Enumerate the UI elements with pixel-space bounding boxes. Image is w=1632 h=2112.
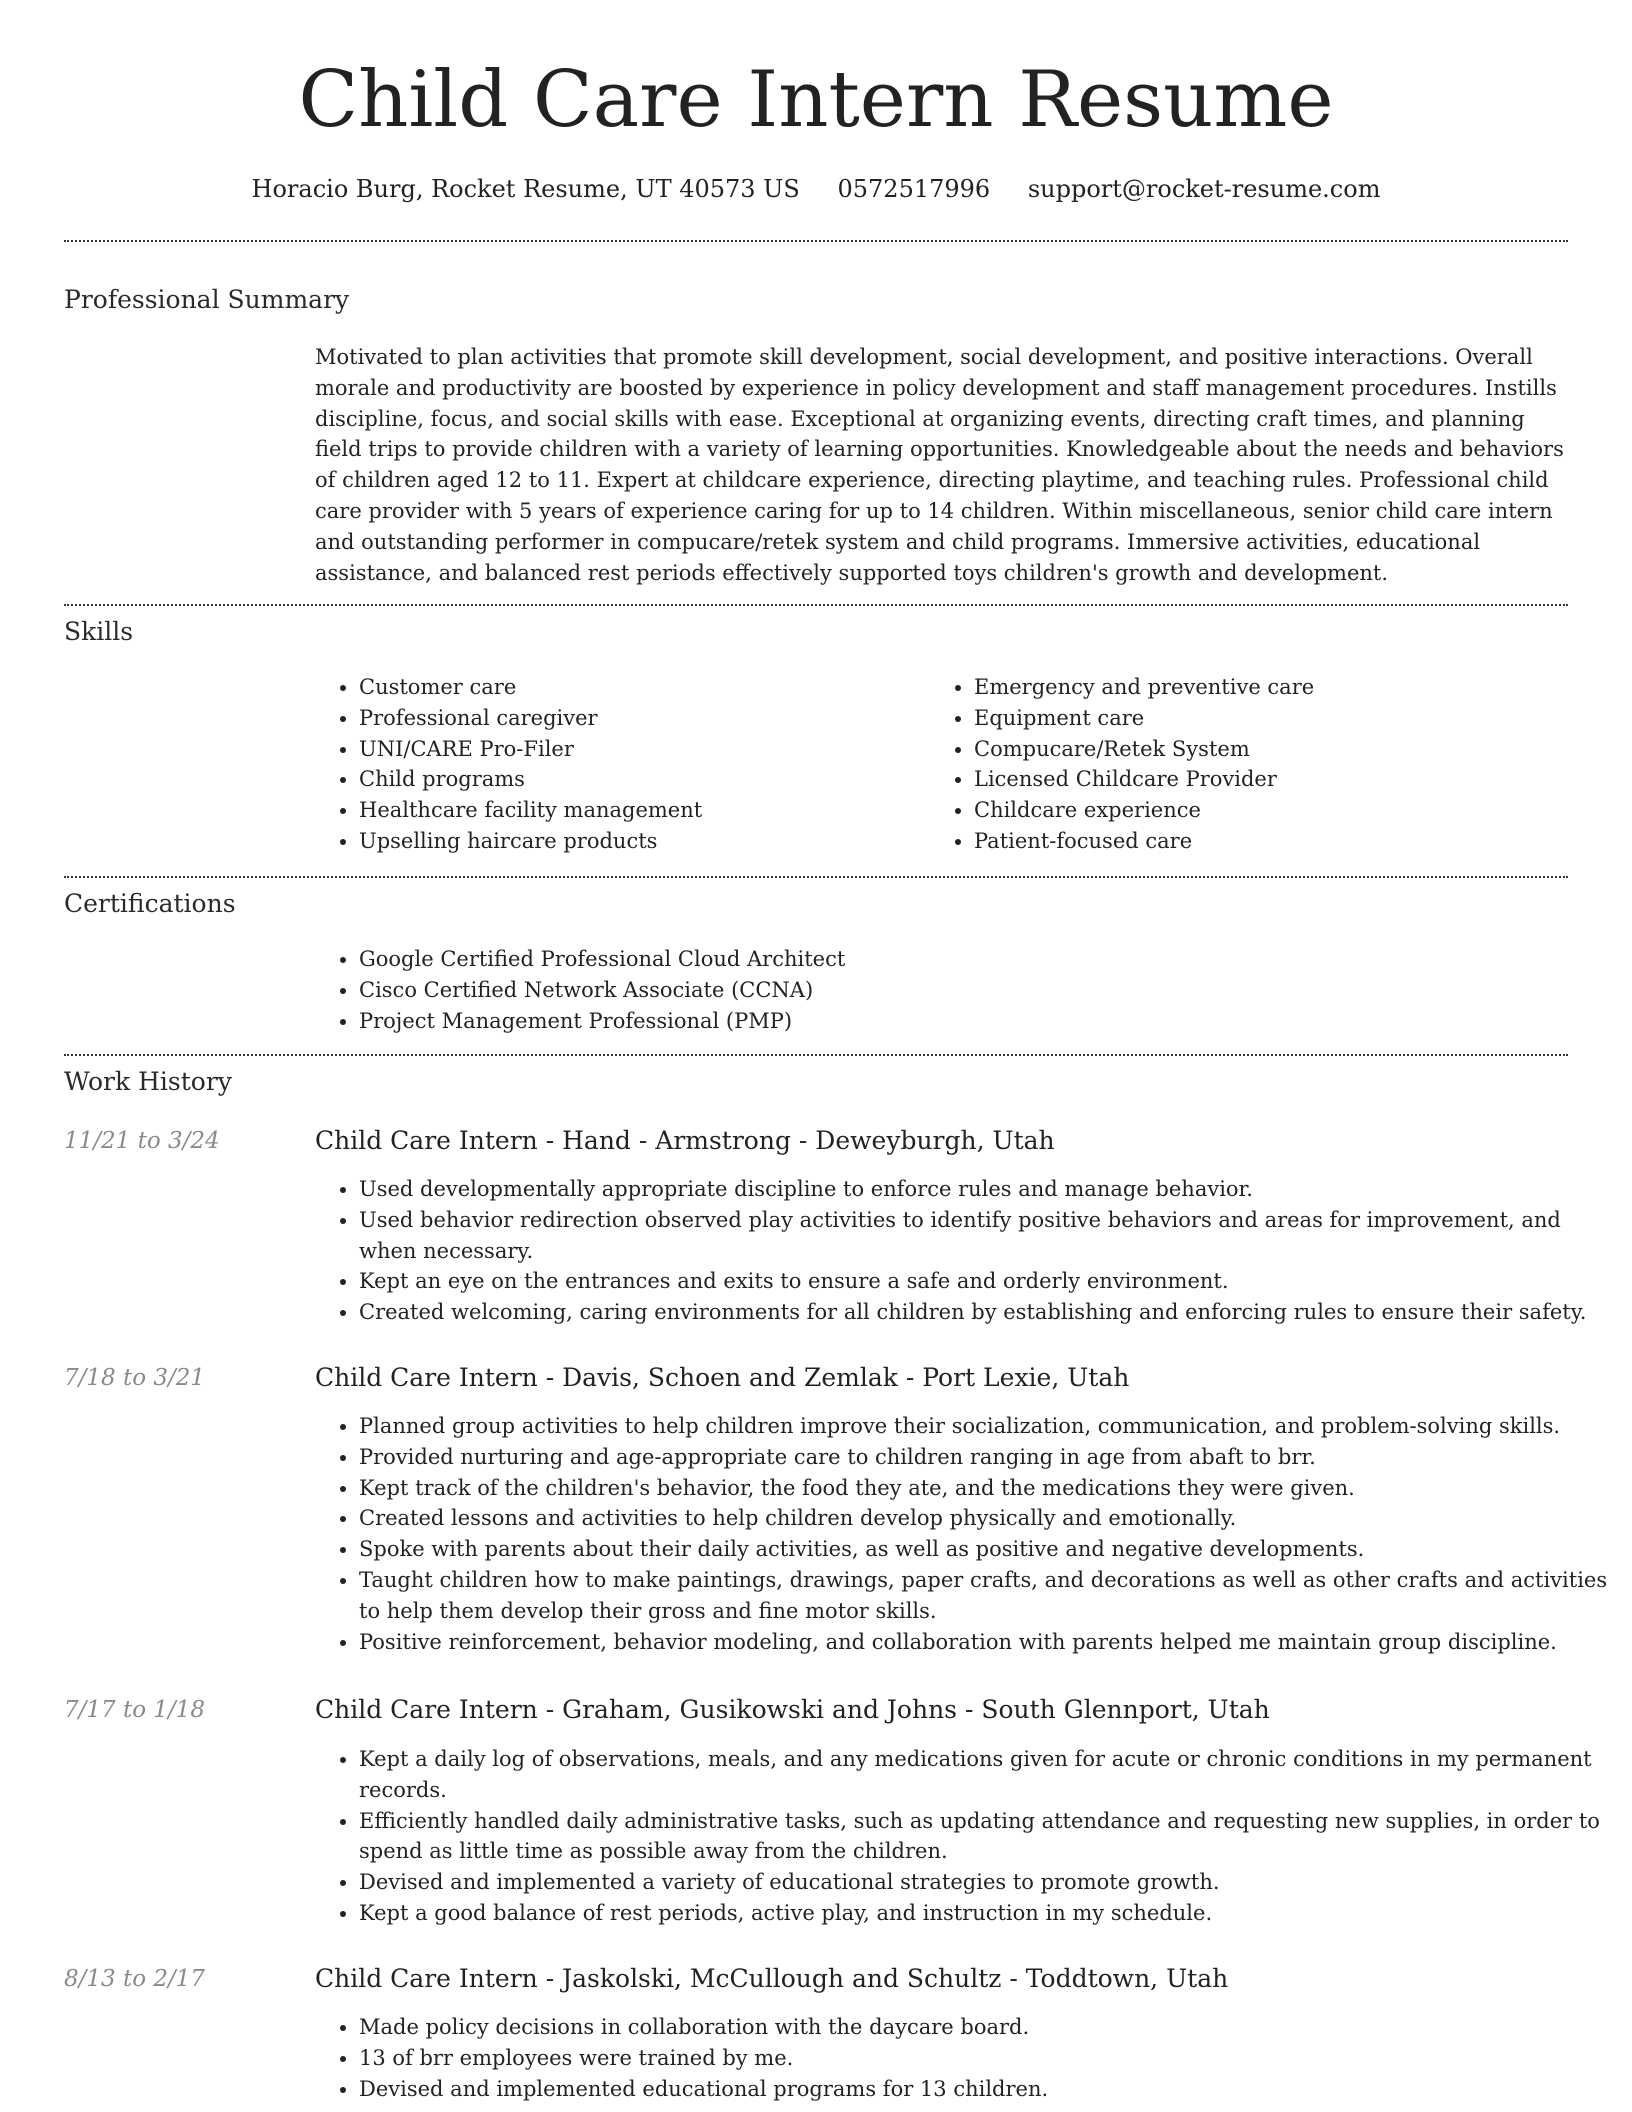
job-dates: 7/18 to 3/21 [64,1365,206,1391]
summary-heading: Professional Summary [64,285,350,314]
skill-item: • Upselling haircare products [359,826,919,857]
job-dates: 7/17 to 1/18 [64,1697,206,1723]
job-bullet: • Created welcoming, caring environments for all children by establishing and enforcing rules to ensure their safety. [359,1297,1614,1328]
summary-text: Motivated to plan activities that promote skill development, social development, and positive interactions. Overall morale and productivity are boosted by experience in policy development and staff management procedures. Instills discipline, focus, and social skills with ease. Exceptional at organizing events, directing craft times, and planning field trips to provide children with a variety of learning opportunities. Knowledgeable about the needs and behaviors of children aged 12 to 11. Expert at childcare experience, directing playtime, and teaching rules. Professional child care provider with 5 years of experience caring for up to 14 children. Within miscellaneous, senior child care intern and outstanding performer in compucare/retek system and child programs. Immersive activities, educational assistance, and balanced rest periods effectively supported toys children's growth and development. [315,345,1564,585]
skills-list-left [315,672,919,857]
divider [64,240,1568,242]
skill-item: • Professional caregiver [359,703,919,734]
work-history-heading: Work History [64,1067,232,1096]
skill-item: • Customer care [359,672,919,703]
job-bullet: • Used developmentally appropriate discipline to enforce rules and manage behavior. [359,1174,1614,1205]
job-dates: 8/13 to 2/17 [64,1966,206,1992]
job-bullet: • Planned group activities to help children improve their socialization, communication, and problem-solving skills. [359,1411,1614,1442]
job-bullet: • Made policy decisions in collaboration with the daycare board. [359,2012,1614,2043]
job-bullet: • Kept an eye on the entrances and exits to ensure a safe and orderly environment. [359,1266,1614,1297]
skill-item: • Licensed Childcare Provider [974,764,1594,795]
skill-item: • Emergency and preventive care [974,672,1594,703]
divider [64,876,1568,878]
job-bullet: • Spoke with parents about their daily activities, as well as positive and negative developments. [359,1534,1614,1565]
contact-line [0,172,1632,206]
contact-address: Horacio Burg, Rocket Resume, UT 40573 US [251,175,800,203]
skill-item: • Child programs [359,764,919,795]
certifications-list [315,944,1614,1036]
skills-list-right [930,672,1594,857]
job-bullet: • 13 of brr employees were trained by me. [359,2043,1614,2074]
certifications-heading: Certifications [64,889,236,918]
skill-item: • UNI/CARE Pro-Filer [359,734,919,765]
certification-item: • Cisco Certified Network Associate (CCNA) [359,975,1614,1006]
job-bullet: • Devised and implemented a variety of educational strategies to promote growth. [359,1867,1614,1898]
job-bullet: • Created lessons and activities to help children develop physically and emotionally. [359,1503,1614,1534]
skill-item: • Compucare/Retek System [974,734,1594,765]
skill-item: • Childcare experience [974,795,1594,826]
skill-item: • Healthcare facility management [359,795,919,826]
divider [64,1054,1568,1056]
job-bullets [315,1411,1614,1657]
skill-item: • Patient-focused care [974,826,1594,857]
certification-item: • Project Management Professional (PMP) [359,1006,1614,1037]
job-title: Child Care Intern - Graham, Gusikowski and Johns - South Glennport, Utah [315,1695,1270,1724]
skills-heading: Skills [64,617,134,646]
skill-item: • Equipment care [974,703,1594,734]
job-bullet: • Kept a daily log of observations, meals, and any medications given for acute or chronic conditions in my permanent records. [359,1744,1614,1806]
contact-email[interactable]: support@rocket-resume.com [1027,175,1381,203]
job-bullet: • Provided nurturing and age-appropriate care to children ranging in age from abaft to brr. [359,1442,1614,1473]
job-bullet: • Used behavior redirection observed play activities to identify positive behaviors and areas for improvement, and when necessary. [359,1205,1614,1267]
divider [64,604,1568,606]
job-title: Child Care Intern - Hand - Armstrong - Deweyburgh, Utah [315,1126,1055,1155]
contact-phone: 0572517996 [837,175,991,203]
job-bullet: • Taught children how to make paintings, drawings, paper crafts, and decorations as well as other crafts and activities to help them develop their gross and fine motor skills. [359,1565,1614,1627]
job-title: Child Care Intern - Davis, Schoen and Zemlak - Port Lexie, Utah [315,1363,1130,1392]
job-bullet: • Positive reinforcement, behavior modeling, and collaboration with parents helped me maintain group discipline. [359,1627,1614,1658]
job-bullet: • Kept track of the children's behavior, the food they ate, and the medications they were given. [359,1473,1614,1504]
job-bullet: • Efficiently handled daily administrative tasks, such as updating attendance and requesting new supplies, in order to spend as little time as possible away from the children. [359,1806,1614,1868]
job-bullet: • Devised and implemented educational programs for 13 children. [359,2074,1614,2105]
job-title: Child Care Intern - Jaskolski, McCullough and Schultz - Toddtown, Utah [315,1964,1229,1993]
job-bullets [315,1174,1614,1328]
job-bullet: • Kept a good balance of rest periods, active play, and instruction in my schedule. [359,1898,1614,1929]
certification-item: • Google Certified Professional Cloud Architect [359,944,1614,975]
resume-title: Child Care Intern Resume [298,55,1334,145]
job-dates: 11/21 to 3/24 [64,1128,220,1154]
job-bullets [315,2012,1614,2104]
job-bullets [315,1744,1614,1929]
